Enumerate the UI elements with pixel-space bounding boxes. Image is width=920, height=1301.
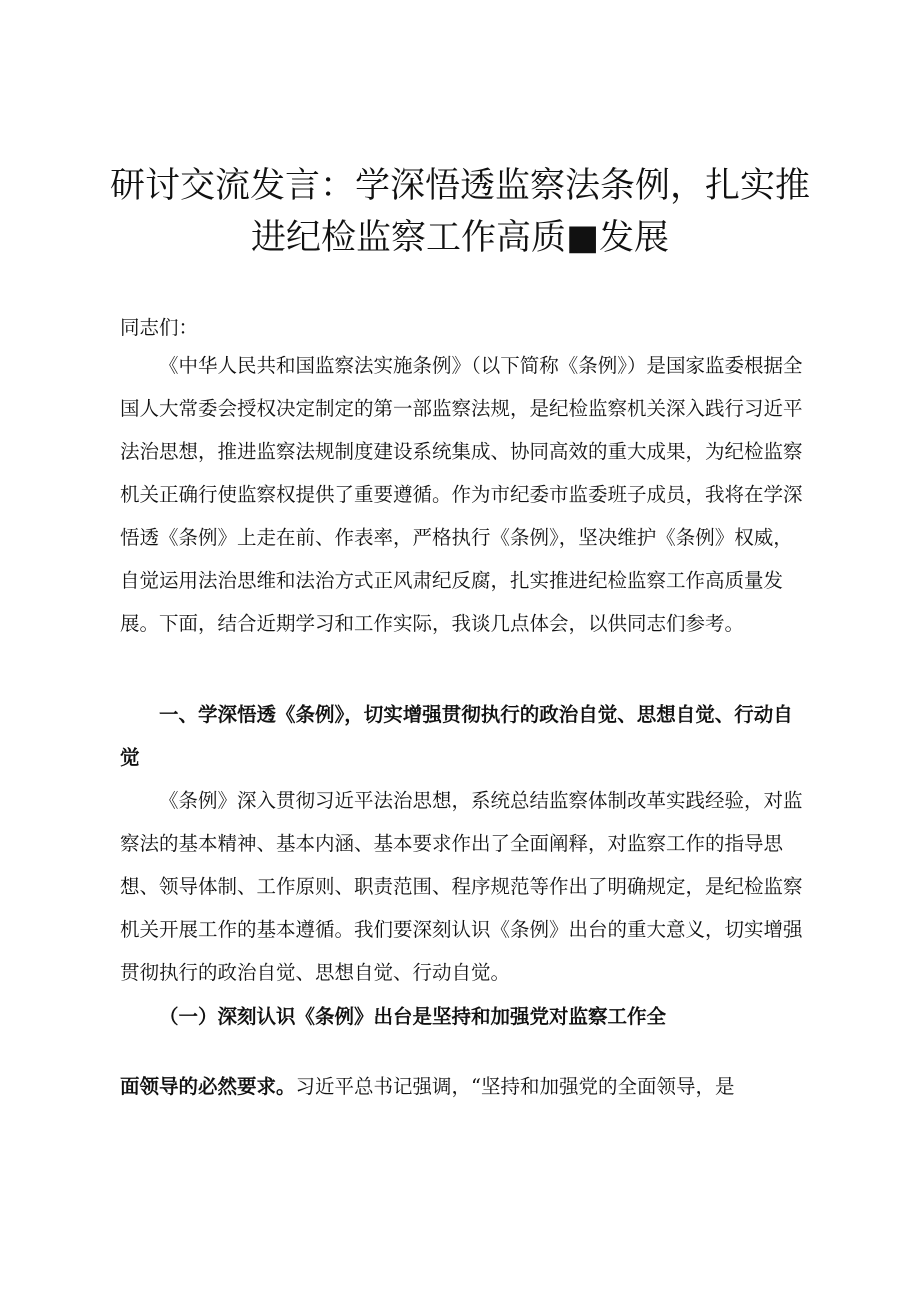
title-line-1: 研讨交流发言：学深悟透监察法条例，扎实推 — [109, 166, 810, 206]
subsection-heading-continuation: 面领导的必然要求。 — [120, 1075, 296, 1098]
salutation: 同志们： — [120, 316, 199, 339]
title-line-2: 进纪检监察工作高质■发展 — [250, 218, 670, 258]
section-heading-1: 一、学深悟透《条例》，切实增强贯彻执行的政治自觉、思想自觉、行动自觉 — [120, 703, 793, 769]
paragraph-text: 习近平总书记强调，“坚持和加强党的全面领导，是 — [295, 1075, 735, 1098]
paragraph-subsection-1 — [120, 1065, 810, 1108]
document-title — [100, 160, 820, 264]
subsection-heading-1: （一）深刻认识《条例》出台是坚持和加强党对监察工作全 — [159, 1005, 667, 1028]
paragraph-section-1: 《条例》深入贯彻习近平法治思想，系统总结监察体制改革实践经验，对监察法的基本精神、基本内涵、基本要求作出了全面阐释，对监察工作的指导思想、领导体制、工作原则、职责范围、程序规范等作出了明确规定，是纪检监察机关开展工作的基本遵循。我们要深刻认识《条例》出台的重大意义，切实增强贯彻执行的政治自觉、思想自觉、行动自觉。 — [120, 789, 803, 984]
paragraph-intro: 《中华人民共和国监察法实施条例》（以下简称《条例》）是国家监委根据全国人大常委会授权决定制定的第一部监察法规，是纪检监察机关深入践行习近平法治思想，推进监察法规制度建设系统集成、协同高效的重大成果，为纪检监察机关正确行使监察权提供了重要遵循。作为市纪委市监委班子成员，我将在学深悟透《条例》上走在前、作表率，严格执行《条例》，坚决维护《条例》权威，自觉运用法治思维和法治方式正风肃纪反腐，扎实推进纪检监察工作高质量发展。下面，结合近期学习和工作实际，我谈几点体会，以供同志们参考。 — [120, 354, 803, 635]
